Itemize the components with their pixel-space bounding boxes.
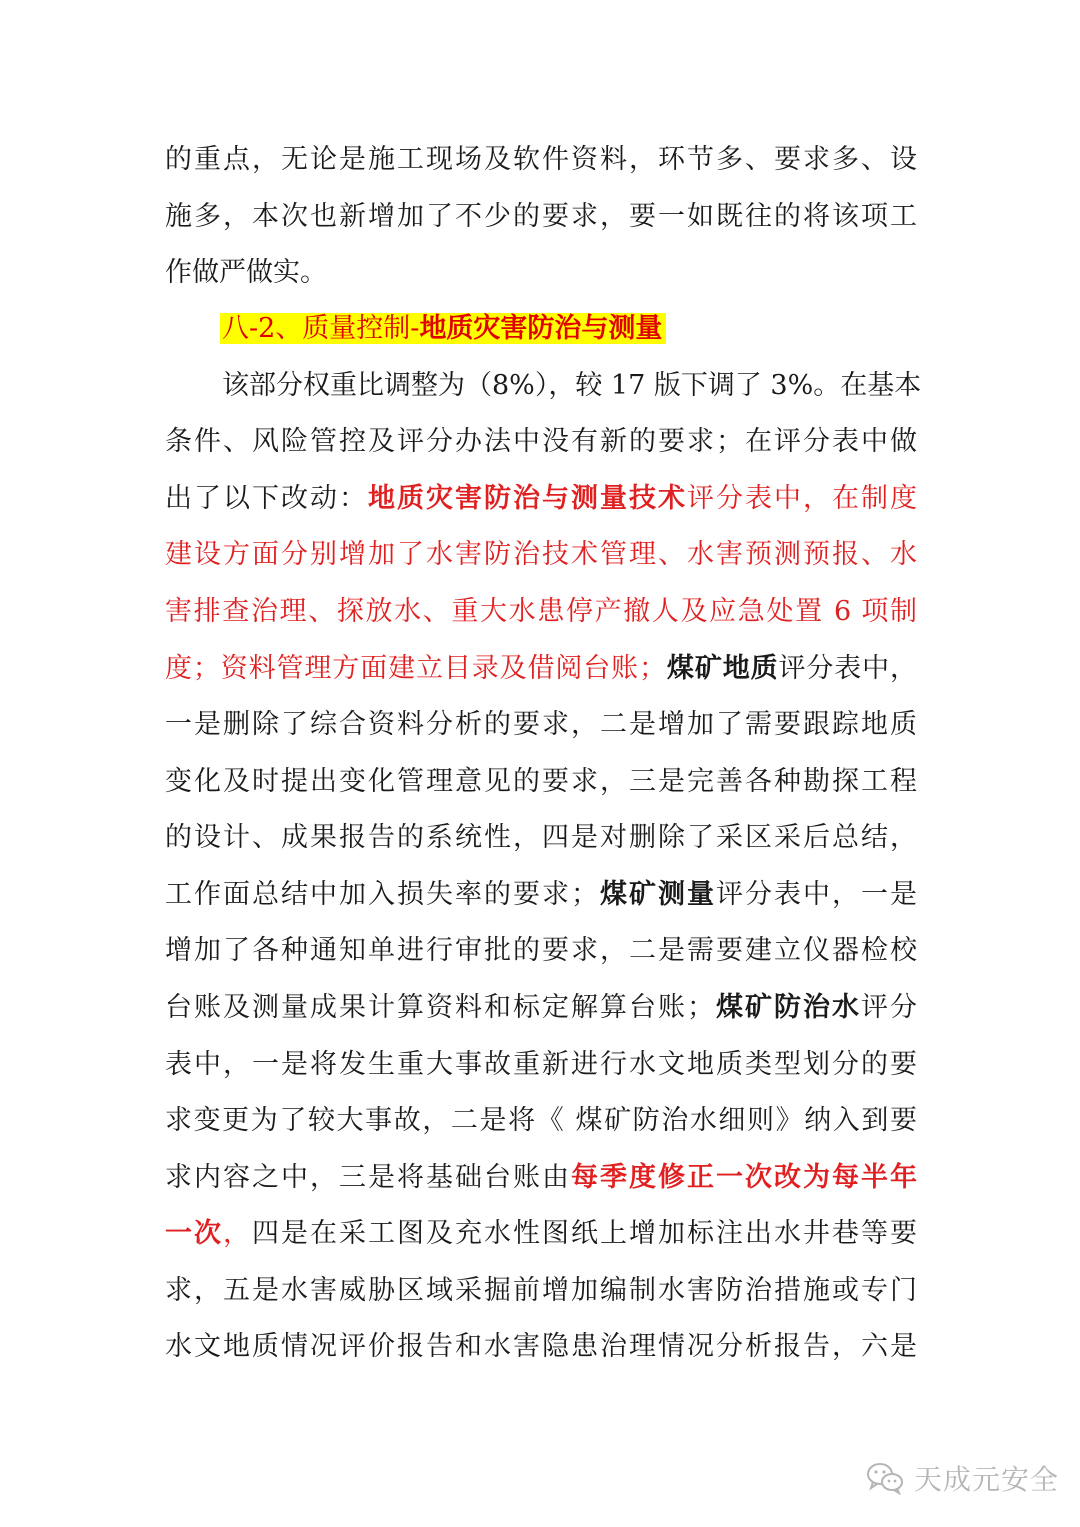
emphasis-bold: 煤矿地质	[666, 653, 779, 684]
emphasis-red: 度；资料管理方面建立目录及借阅台账；	[165, 653, 667, 684]
text-run: 台账及测量成果计算资料和标定解算台账；	[165, 992, 714, 1023]
text-run: 四是在采工图及充水性图纸上增加标注出水井巷等要	[252, 1218, 917, 1249]
paragraph-line	[165, 867, 917, 924]
paragraph-line: 求变更为了较大事故，二是将《 煤矿防治水细则》纳入到要	[165, 1105, 917, 1136]
paragraph-line	[165, 980, 917, 1037]
section-heading-highlight	[220, 313, 666, 344]
emphasis-red-bold: 一次	[165, 1218, 223, 1249]
emphasis-bold: 煤矿防治水	[714, 992, 861, 1023]
text-run: 评分表中，一是	[716, 879, 917, 910]
emphasis-red-bold: 地质灾害防治与测量技术	[368, 483, 687, 514]
text-run: 评分	[861, 992, 917, 1023]
paragraph-line: 变化及时提出变化管理意见的要求，三是完善各种勘探工程	[165, 766, 917, 797]
watermark	[866, 1458, 1059, 1498]
emphasis-red: 评分表中，在制度	[687, 483, 917, 514]
paragraph-line: 增加了各种通知单进行审批的要求，二是需要建立仪器检校	[165, 935, 917, 966]
paragraph-line: 施多，本次也新增加了不少的要求，要一如既往的将该项工	[165, 201, 917, 232]
emphasis-red-bold: 每季度修正一次改为每半年	[571, 1162, 917, 1193]
watermark-text: 天成元安全	[914, 1463, 1060, 1496]
paragraph-line: 的重点，无论是施工现场及软件资料，环节多、要求多、设	[165, 144, 917, 175]
paragraph-line: 该部分权重比调整为（8%），较 17 版下调了 3%。在基本	[222, 370, 922, 401]
text-run: 求内容之中，三是将基础台账由	[165, 1162, 571, 1193]
heading-prefix: 八-2、质量控制-	[222, 313, 420, 344]
heading-title: 地质灾害防治与测量	[419, 313, 663, 344]
text-run: 评分表中，	[778, 653, 918, 684]
paragraph-line: 条件、风险管控及评分办法中没有新的要求；在评分表中做	[165, 426, 917, 457]
paragraph-line	[165, 641, 917, 698]
paragraph-line	[165, 1150, 917, 1207]
paragraph-line: 表中，一是将发生重大事故重新进行水文地质类型划分的要	[165, 1049, 917, 1080]
text-run: 出了以下改动：	[165, 483, 368, 514]
paragraph-line: 一是删除了综合资料分析的要求，二是增加了需要跟踪地质	[165, 709, 917, 740]
text-run: 工作面总结中加入损失率的要求；	[165, 879, 598, 910]
emphasis-bold: 煤矿测量	[598, 879, 716, 910]
paragraph-line: 水文地质情况评价报告和水害隐患治理情况分析报告，六是	[165, 1331, 917, 1362]
wechat-icon	[866, 1461, 904, 1495]
paragraph-line-red: 建设方面分别增加了水害防治技术管理、水害预测预报、水	[165, 539, 917, 570]
paragraph-line	[165, 471, 917, 528]
emphasis-red: ，	[223, 1218, 252, 1249]
paragraph-line: 作做严做实。	[165, 257, 327, 288]
paragraph-line	[165, 1206, 917, 1263]
paragraph-line-red: 害排查治理、探放水、重大水患停产撤人及应急处置 6 项制	[165, 596, 917, 627]
paragraph-line: 求，五是水害威胁区域采掘前增加编制水害防治措施或专门	[165, 1275, 917, 1306]
paragraph-line: 的设计、成果报告的系统性，四是对删除了采区采后总结，	[165, 822, 917, 853]
section-heading	[220, 302, 666, 356]
